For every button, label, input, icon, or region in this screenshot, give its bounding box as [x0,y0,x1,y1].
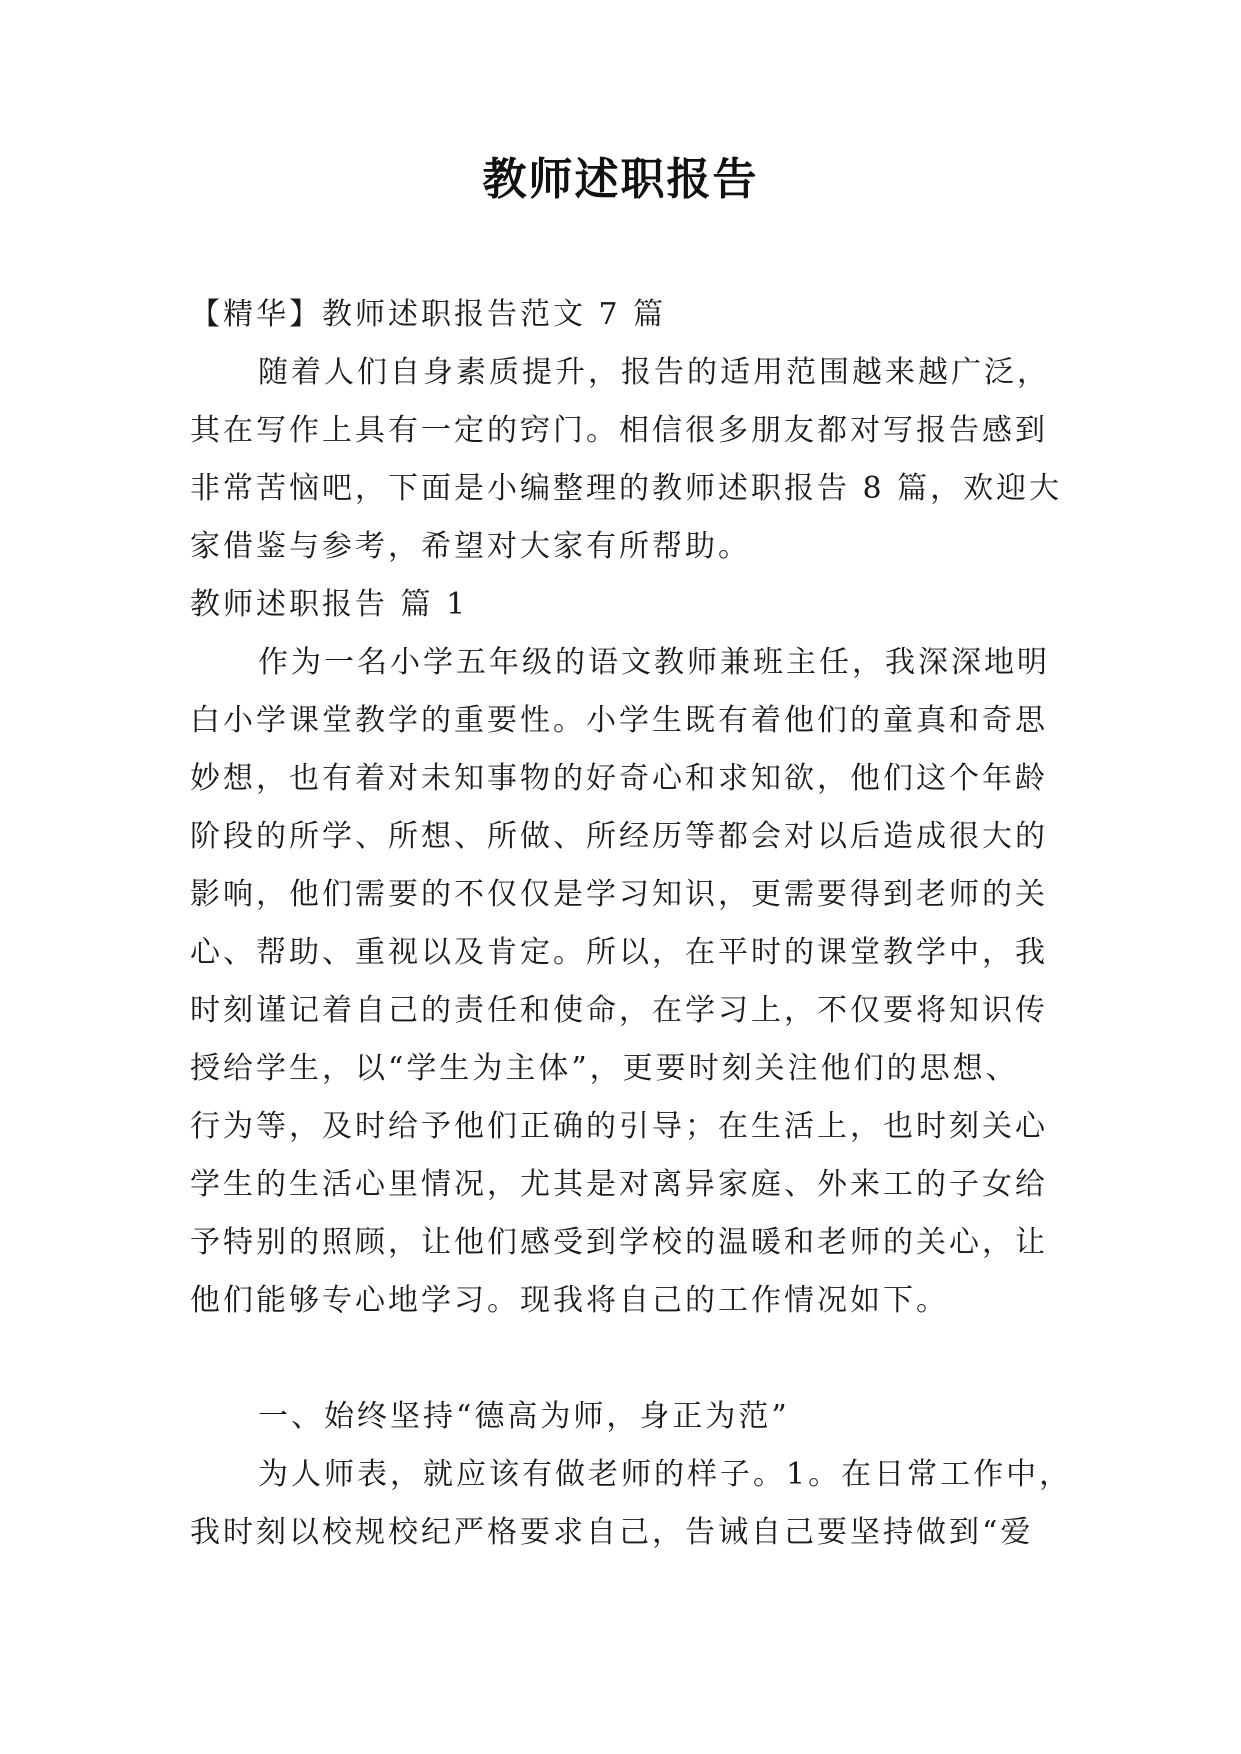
body-paragraph-line: 予特别的照顾，让他们感受到学校的温暖和老师的关心，让 [190,1225,1048,1260]
body-paragraph-line: 行为等，及时给予他们正确的引导；在生活上，也时刻关心 [190,1109,1048,1144]
body-paragraph-line: 影响，他们需要的不仅仅是学习知识，更需要得到老师的关 [190,877,1048,912]
section-heading: 教师述职报告 篇 1 [190,587,469,622]
intro-paragraph-line: 其在写作上具有一定的窍门。相信很多朋友都对写报告感到 [190,413,1048,448]
body-paragraph-line: 学生的生活心里情况，尤其是对离异家庭、外来工的子女给 [190,1167,1048,1202]
document-title: 教师述职报告 [482,154,759,205]
doc-subtitle: 【精华】教师述职报告范文 7 篇 [190,297,667,332]
document-body [190,286,1073,1562]
body-paragraph-line: 白小学课堂教学的重要性。小学生既有着他们的童真和奇思 [190,703,1048,738]
intro-paragraph-line: 非常苦恼吧，下面是小编整理的教师述职报告 8 篇，欢迎大 [190,471,1063,506]
body-paragraph-line: 妙想，也有着对未知事物的好奇心和求知欲，他们这个年龄 [190,761,1048,796]
subsection-heading: 一、始终坚持“德高为师，身正为范” [258,1399,790,1434]
body-paragraph-line: 作为一名小学五年级的语文教师兼班主任，我深深地明 [258,645,1050,680]
body-paragraph-line: 我时刻以校规校纪严格要求自己，告诫自己要坚持做到“爱 [190,1515,1034,1550]
body-paragraph-line: 时刻谨记着自己的责任和使命，在学习上，不仅要将知识传 [190,993,1048,1028]
body-paragraph-line: 心、帮助、重视以及肯定。所以，在平时的课堂教学中，我 [190,935,1048,970]
body-paragraph-line: 为人师表，就应该有做老师的样子。1。在日常工作中， [258,1457,1073,1492]
body-paragraph-line: 阶段的所学、所想、所做、所经历等都会对以后造成很大的 [190,819,1048,854]
body-paragraph-line: 他们能够专心地学习。现我将自己的工作情况如下。 [190,1283,949,1318]
paragraph-gap [190,1330,1052,1388]
body-paragraph-line: 授给学生，以“学生为主体”，更要时刻关注他们的思想、 [190,1051,1019,1086]
intro-paragraph-line: 随着人们自身素质提升，报告的适用范围越来越广泛， [258,355,1050,390]
intro-paragraph-line: 家借鉴与参考，希望对大家有所帮助。 [190,529,751,564]
